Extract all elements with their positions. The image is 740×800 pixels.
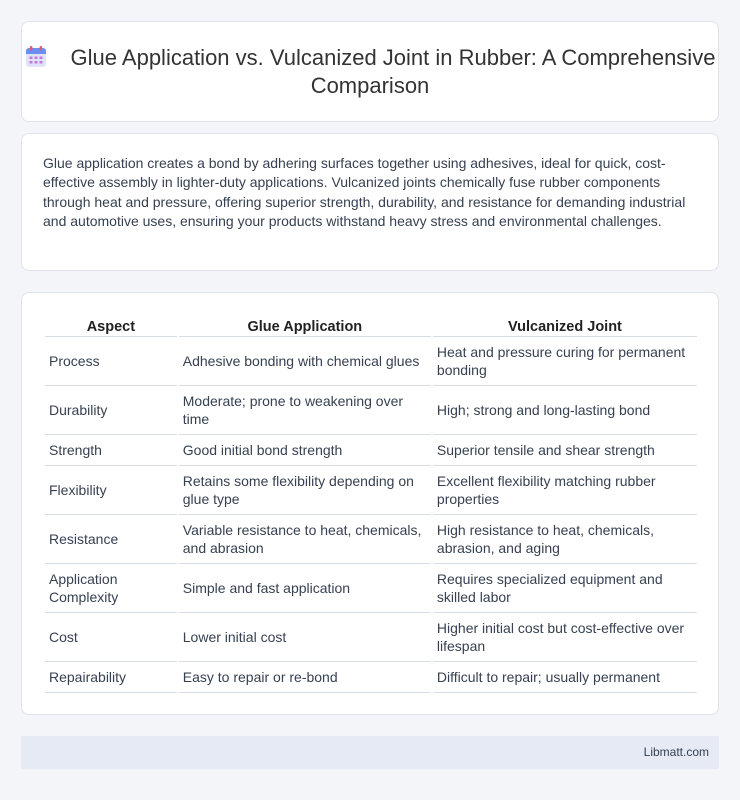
cell-aspect: Process (45, 337, 177, 386)
table-row (45, 564, 697, 613)
table-row (45, 613, 697, 662)
calendar-icon (25, 46, 47, 68)
cell-glue: Simple and fast application (179, 564, 431, 613)
cell-aspect: Application Complexity (45, 564, 177, 613)
cell-vulcanized: Heat and pressure curing for permanent bonding (433, 337, 697, 386)
intro-card (21, 133, 719, 271)
page-title-text: Glue Application vs. Vulcanized Joint in Rubber: A Comprehensive Comparison (70, 45, 716, 98)
page-title (22, 44, 718, 100)
header-glue: Glue Application (179, 315, 431, 337)
table-header-row (45, 315, 697, 337)
cell-aspect: Cost (45, 613, 177, 662)
cell-glue: Retains some flexibility depending on glue type (179, 466, 431, 515)
cell-glue: Variable resistance to heat, chemicals, and abrasion (179, 515, 431, 564)
cell-vulcanized: Higher initial cost but cost-effective over lifespan (433, 613, 697, 662)
table-row (45, 515, 697, 564)
table-row (45, 435, 697, 466)
cell-aspect: Repairability (45, 662, 177, 693)
cell-glue: Easy to repair or re-bond (179, 662, 431, 693)
comparison-table (43, 315, 699, 693)
cell-vulcanized: Superior tensile and shear strength (433, 435, 697, 466)
cell-glue: Adhesive bonding with chemical glues (179, 337, 431, 386)
intro-paragraph: Glue application creates a bond by adhering surfaces together using adhesives, ideal for quick, cost-effective assembly in lighter-duty applications. Vulcanized joints chemically fuse rubber components through heat and pressure, offering superior strength, durability, and resistance for demanding industrial and automotive uses, ensuring your products withstand heavy stress and environmental challenges. (43, 155, 686, 229)
cell-aspect: Resistance (45, 515, 177, 564)
cell-aspect: Flexibility (45, 466, 177, 515)
cell-aspect: Strength (45, 435, 177, 466)
cell-glue: Lower initial cost (179, 613, 431, 662)
cell-glue: Moderate; prone to weakening over time (179, 386, 431, 435)
title-row (22, 44, 718, 100)
table-row (45, 466, 697, 515)
table-row (45, 662, 697, 693)
comparison-card (21, 292, 719, 715)
footer-bar (21, 736, 719, 769)
cell-vulcanized: High; strong and long-lasting bond (433, 386, 697, 435)
table-row (45, 337, 697, 386)
cell-vulcanized: Excellent flexibility matching rubber properties (433, 466, 697, 515)
table-row (45, 386, 697, 435)
cell-glue: Good initial bond strength (179, 435, 431, 466)
footer-site-link[interactable]: Libmatt.com (643, 745, 709, 759)
cell-vulcanized: Difficult to repair; usually permanent (433, 662, 697, 693)
header-vulcanized: Vulcanized Joint (433, 315, 697, 337)
cell-aspect: Durability (45, 386, 177, 435)
title-card (21, 21, 719, 122)
header-aspect: Aspect (45, 315, 177, 337)
cell-vulcanized: Requires specialized equipment and skilled labor (433, 564, 697, 613)
cell-vulcanized: High resistance to heat, chemicals, abrasion, and aging (433, 515, 697, 564)
